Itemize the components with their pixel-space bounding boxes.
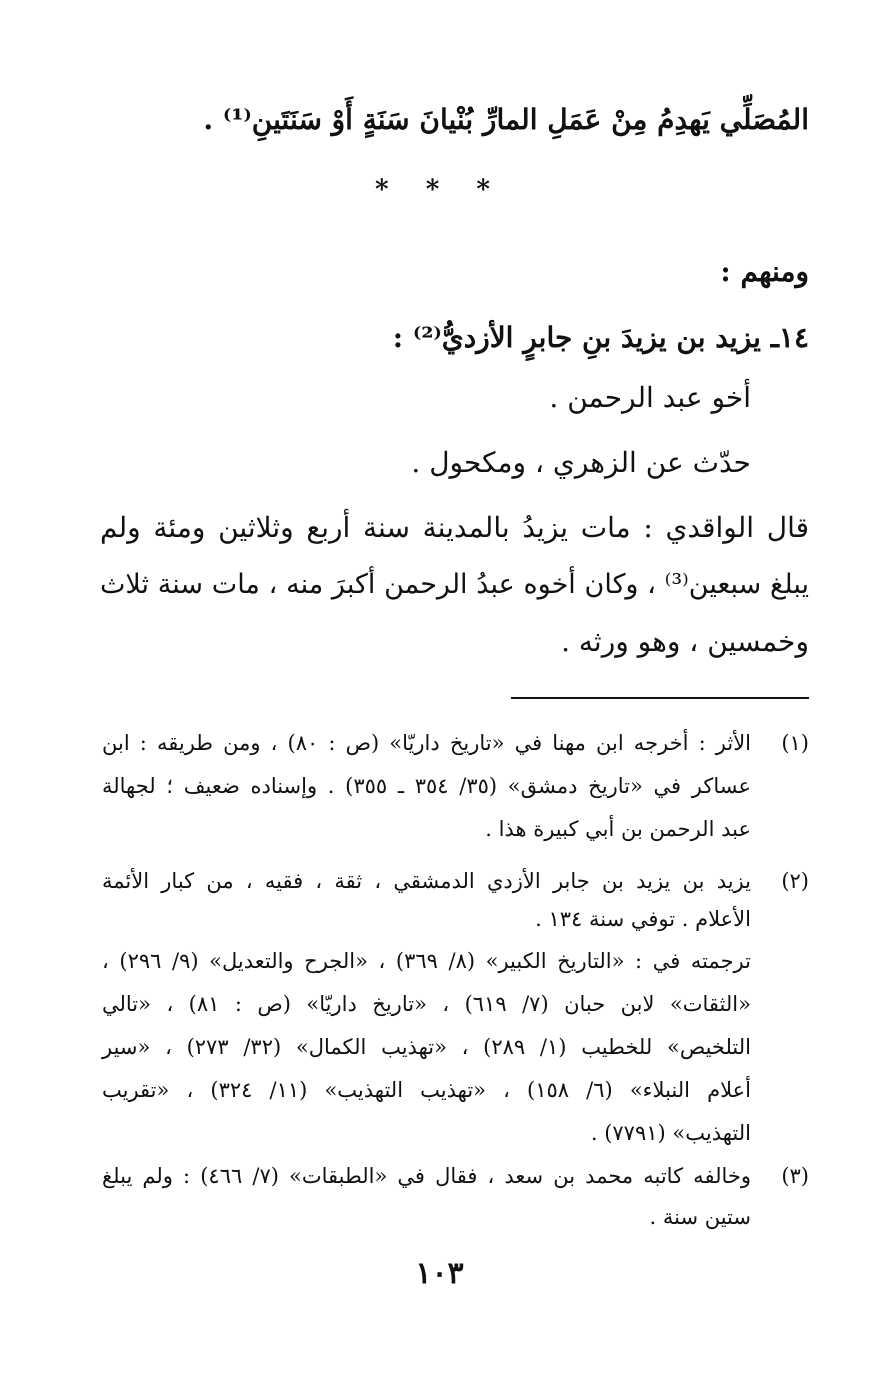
footnote-separator <box>511 697 809 699</box>
waqidi-line-1: قال الواقدي : مات يزيدُ بالمدينة سنة أربع وثلاثين ومئة ولم <box>100 511 809 544</box>
footnote-2-line-7: التهذيب» (٧٧٩١) . <box>590 1121 751 1145</box>
footnote-1-line-3: عبد الرحمن بن أبي كبيرة هذا . <box>485 817 751 841</box>
section-separator-stars: * * * <box>375 175 504 205</box>
footnote-1-line-1: الأثر : أخرجه ابن مهنا في «تاريخ داريّا» (ص : ٨٠) ، ومن طريقه : ابن <box>102 731 752 755</box>
footnote-2-line-5: التلخيص» للخطيب (١/ ٢٨٩) ، «تهذيب الكمال» (٣٢/ ٢٧٣) ، «سير <box>102 1035 751 1059</box>
footnote-3-number: (٣) <box>781 1164 809 1188</box>
footnote-3-line-1: وخالفه كاتبه محمد بن سعد ، فقال في «الطبقات» (٧/ ٤٦٦) : ولم يبلغ <box>102 1164 751 1188</box>
footnote-2-line-6: أعلام النبلاء» (٦/ ١٥٨) ، «تهذيب التهذيب» (١١/ ٣٢٤) ، «تقريب <box>102 1078 751 1102</box>
waqidi-line-2: يبلغ سبعين⁽³⁾ ، وكان أخوه عبدُ الرحمن أكبرَ منه ، مات سنة ثلاث <box>100 569 809 600</box>
page-number: ١٠٣ <box>415 1256 464 1291</box>
footnote-2-line-2: الأعلام . توفي سنة ١٣٤ . <box>535 907 751 931</box>
footnote-2-number: (٢) <box>781 869 809 893</box>
waqidi-line-3: وخمسين ، وهو ورثه . <box>561 625 809 658</box>
footnote-2-line-4: «الثقات» لابن حبان (٧/ ٦١٩) ، «تاريخ داريّا» (ص : ٨١) ، «تالي <box>102 992 751 1016</box>
footnote-2-line-3: ترجمته في : «التاريخ الكبير» (٨/ ٣٦٩) ، «الجرح والتعديل» (٩/ ٢٩٦) ، <box>102 949 751 973</box>
brother-line: أخو عبد الرحمن . <box>549 381 751 414</box>
section-heading: ومنهم : <box>720 255 809 288</box>
footnote-1-number: (١) <box>781 731 809 755</box>
narrated-from-line: حدّث عن الزهري ، ومكحول . <box>411 446 751 479</box>
opening-hadith-line: المُصَلِّي يَهدِمُ مِنْ عَمَلِ المارِّ بُنْيانَ سَنَةٍ أَوْ سَنَتَينِ⁽¹⁾ . <box>203 103 809 136</box>
footnote-2-line-1: يزيد بن يزيد بن جابر الأزدي الدمشقي ، ثقة ، فقيه ، من كبار الأئمة <box>102 869 751 893</box>
footnote-1-line-2: عساكر في «تاريخ دمشق» (٣٥/ ٣٥٤ ـ ٣٥٥) . وإسناده ضعيف ؛ لجهالة <box>102 774 751 798</box>
footnote-3-line-2: ستين سنة . <box>649 1205 751 1229</box>
entry-title: ١٤ـ يزيد بن يزيدَ بنِ جابرٍ الأزديُّ⁽²⁾ : <box>392 321 809 354</box>
